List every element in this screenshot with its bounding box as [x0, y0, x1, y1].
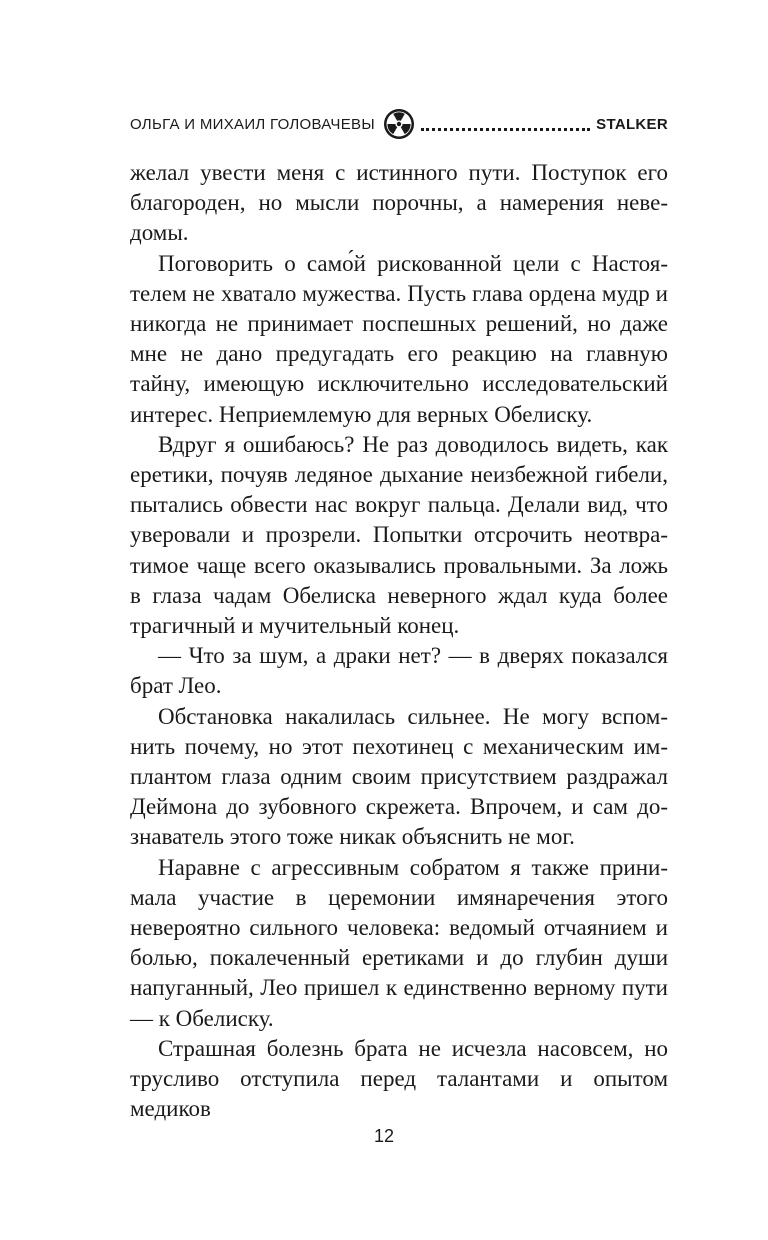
- radiation-icon: [383, 108, 415, 140]
- paragraph: желал увести меня с истинного пути. Поступок его благороден, но мысли порочны, а намерения неведомы.: [130, 160, 668, 246]
- paragraph: Поговорить о само́й рискованной цели с Настоятелем не хватало мужества. Пусть глава ордена мудр и никогда не принимает поспешных решений, но даже мне не дано предугадать его реакцию на главную тайну, имеющую исключительно исследовательский интерес. Неприемлемую для верных Обелиску.: [130, 250, 668, 427]
- paragraph: Наравне с агрессивным собратом я также принимала участие в церемонии имянаречения этого невероятно сильного человека: ведомый отчаянием и болью, покалеченный еретиками и до глубин души напуганный, Лео пришел к единственно верному пути — к Обелиску.: [130, 854, 668, 1031]
- paragraph: Страшная болезнь брата не исчезла насовсем, но трусливо отступила перед талантами и опытом медиков: [130, 1035, 668, 1122]
- author-name: ОЛЬГА И МИХАИЛ ГОЛОВАЧЕВЫ: [130, 115, 375, 133]
- page-number: 12: [373, 1126, 395, 1146]
- running-header: [130, 107, 668, 141]
- paragraph: Обстановка накалилась сильнее. Не могу вспомнить почему, но этот пехотинец с механическим имплантом глаза одним своим присутствием раздражал Деймона до зубовного скрежета. Впрочем, и сам дознаватель этого тоже никак объяснить не мог.: [130, 703, 668, 850]
- page-body: [130, 158, 668, 1125]
- dialogue-paragraph: — Что за шум, а драки нет? — в дверях показался брат Лео.: [130, 643, 668, 699]
- paragraph: Вдруг я ошибаюсь? Не раз доводилось видеть, как еретики, почуяв ледяное дыхание неизбежной гибели, пытались обвести нас вокруг пальца. Делали вид, что уверовали и прозрели. Попытки отсрочить неотвратимое чаще всего оказывались провальными. За ложь в глаза чадам Обелиска неверного ждал куда более трагичный и мучительный конец.: [130, 431, 668, 639]
- series-title: STALKER: [596, 115, 668, 133]
- header-dotted-leader: [421, 128, 590, 131]
